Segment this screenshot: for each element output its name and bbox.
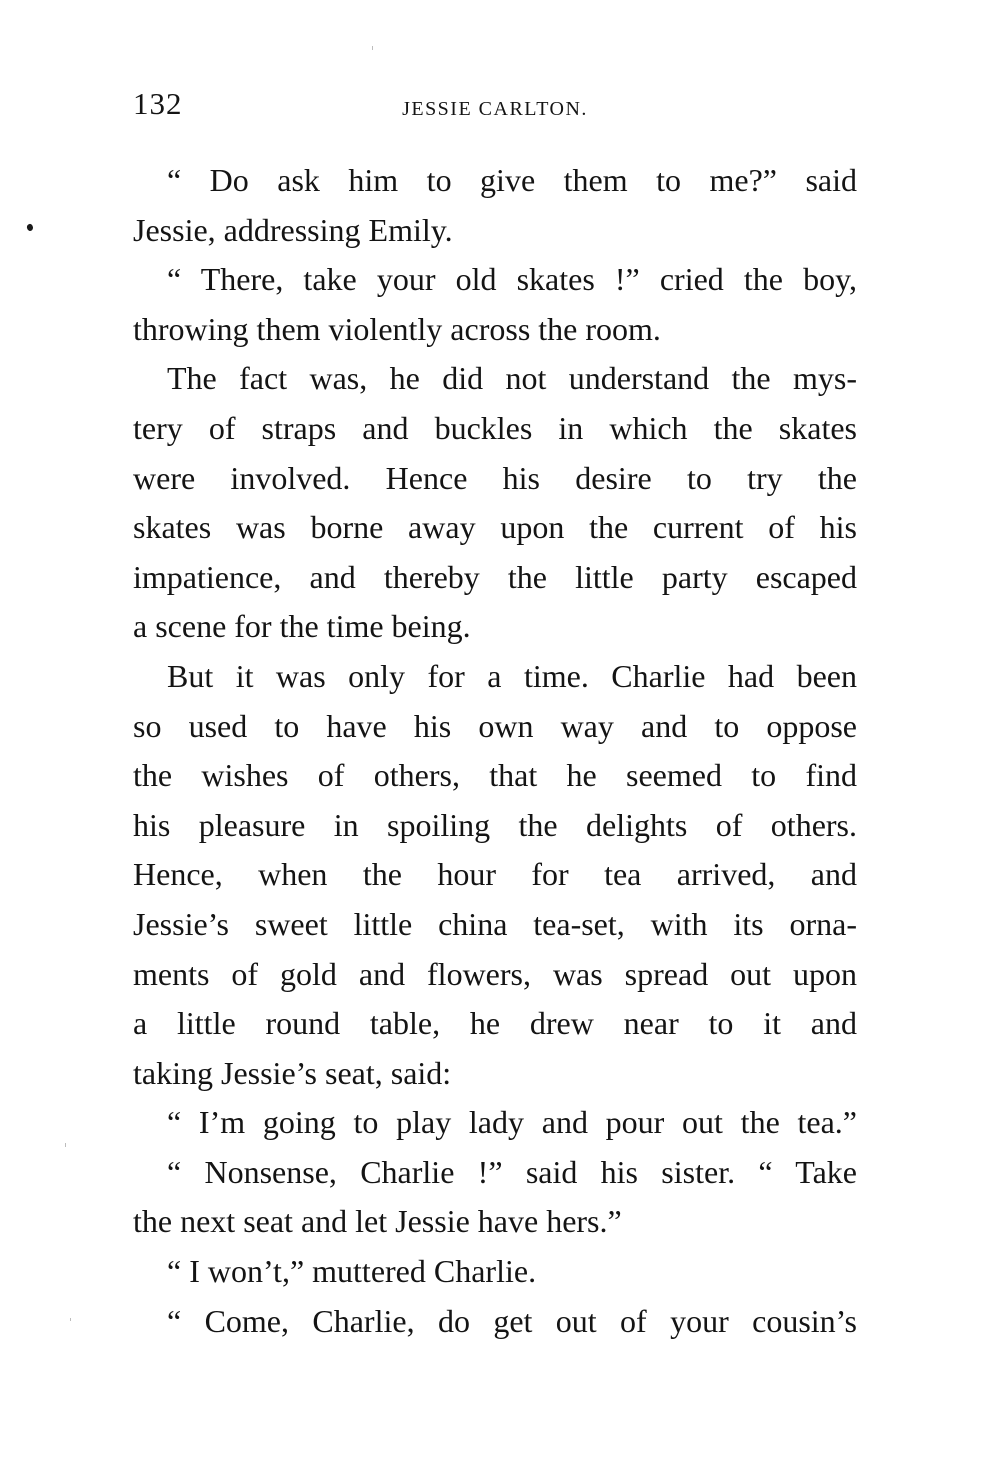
page-number: 132	[133, 86, 183, 121]
text-line: taking Jessie’s seat, said:	[133, 1054, 452, 1091]
text-line: “ Do ask him to give them to me?” said	[167, 162, 857, 198]
text-line: But it was only for a time. Charlie had been	[167, 657, 857, 694]
text-line: impatience, and thereby the little party escaped	[133, 558, 857, 595]
text-line: tery of straps and buckles in which the skates	[133, 409, 857, 446]
text-line: “ I won’t,” muttered Charlie.	[167, 1253, 537, 1290]
text-line: a scene for the time being.	[133, 608, 471, 645]
text-line: skates was borne away upon the current of his	[133, 509, 857, 546]
text-line: “ I’m going to play lady and pour out the tea.”	[167, 1104, 857, 1141]
text-line: so used to have his own way and to oppose	[133, 707, 857, 744]
scan-mark	[65, 1143, 66, 1147]
page-header	[133, 86, 857, 130]
text-line: Hence, when the hour for tea arrived, and	[133, 856, 857, 893]
text-line: the next seat and let Jessie have hers.”	[133, 1203, 622, 1240]
body-text	[133, 156, 857, 1346]
text-line: the wishes of others, that he seemed to find	[133, 757, 857, 794]
text-line: a little round table, he drew near to it and	[133, 1005, 857, 1042]
text-line: his pleasure in spoiling the delights of others.	[133, 806, 857, 843]
text-line: Jessie, addressing Emily.	[133, 211, 453, 248]
text-line: Jessie’s sweet little china tea-set, with its orna-	[133, 905, 857, 942]
text-line: “ Come, Charlie, do get out of your cousin’s	[167, 1302, 857, 1339]
text-line: throwing them violently across the room.	[133, 310, 661, 347]
text-line: ments of gold and flowers, was spread out upon	[133, 955, 857, 992]
running-title: JESSIE CARLTON.	[402, 98, 588, 120]
scan-mark	[70, 1318, 71, 1321]
text-line: were involved. Hence his desire to try the	[133, 459, 857, 496]
text-line: “ Nonsense, Charlie !” said his sister. “ Take	[167, 1153, 857, 1190]
ink-speck	[26, 223, 34, 232]
scan-mark	[372, 46, 373, 50]
text-line: “ There, take your old skates !” cried the boy,	[167, 261, 857, 298]
text-line: The fact was, he did not understand the mys-	[167, 360, 857, 397]
